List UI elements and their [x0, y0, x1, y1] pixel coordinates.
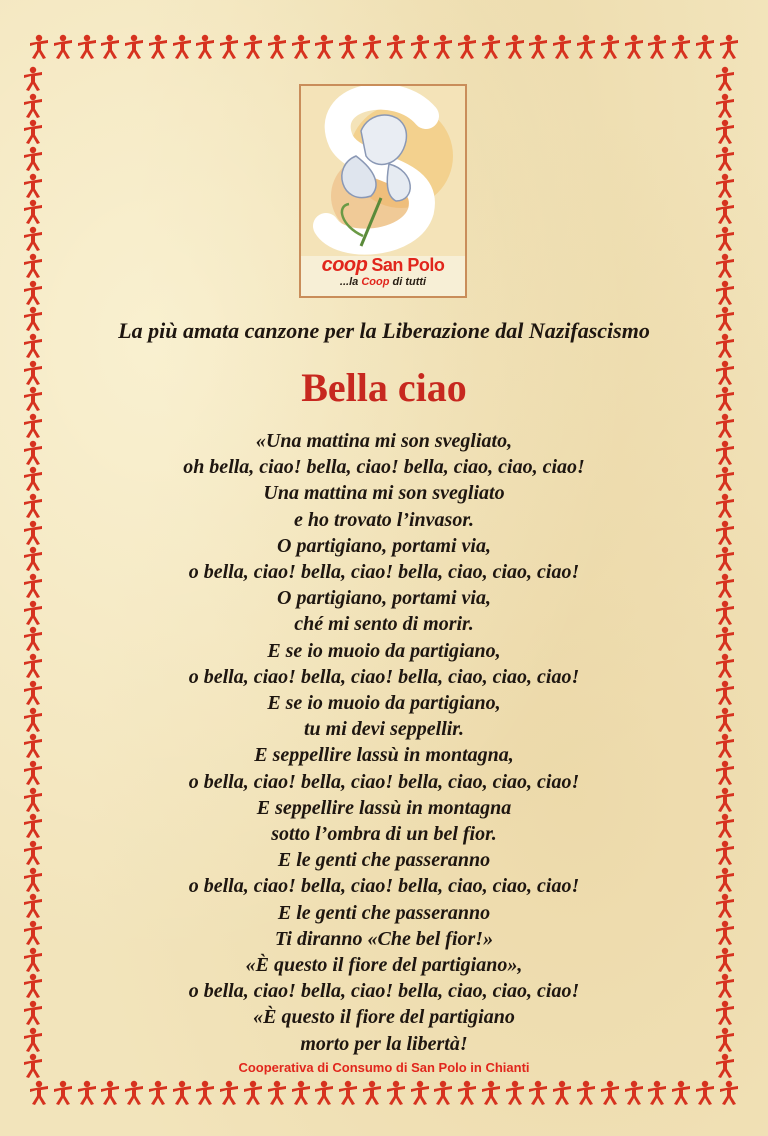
lyric-line: «È questo il fiore del partigiano	[253, 1006, 515, 1029]
lyric-line: E le genti che passeranno	[277, 849, 491, 872]
person-figure-icon	[551, 34, 573, 60]
person-figure-icon	[714, 119, 736, 145]
person-figure-icon	[714, 867, 736, 893]
person-figure-icon	[670, 34, 692, 60]
person-figure-icon	[22, 520, 44, 546]
person-figure-icon	[670, 1080, 692, 1106]
lyric-line: «È questo il fiore del partigiano»,	[245, 954, 523, 977]
person-figure-icon	[714, 413, 736, 439]
person-figure-icon	[22, 280, 44, 306]
person-figure-icon	[385, 1080, 407, 1106]
person-figure-icon	[22, 733, 44, 759]
person-figure-icon	[52, 1080, 74, 1106]
person-figure-icon	[714, 600, 736, 626]
person-figure-icon	[218, 1080, 240, 1106]
person-figure-icon	[22, 1053, 44, 1079]
person-figure-icon	[22, 386, 44, 412]
person-figure-icon	[99, 34, 121, 60]
lyric-line: E seppellire lassù in montagna,	[254, 744, 514, 767]
person-figure-icon	[456, 34, 478, 60]
person-figure-icon	[714, 493, 736, 519]
person-figure-icon	[714, 466, 736, 492]
person-figure-icon	[714, 840, 736, 866]
border-left	[22, 66, 54, 1080]
person-figure-icon	[22, 867, 44, 893]
person-figure-icon	[480, 34, 502, 60]
person-figure-icon	[623, 34, 645, 60]
person-figure-icon	[714, 360, 736, 386]
person-figure-icon	[575, 1080, 597, 1106]
lyric-line: o bella, ciao! bella, ciao! bella, ciao, ciao, ciao!	[188, 665, 580, 688]
person-figure-icon	[22, 493, 44, 519]
lyric-line: morto per la libertà!	[300, 1032, 468, 1055]
person-figure-icon	[714, 920, 736, 946]
person-figure-icon	[99, 1080, 121, 1106]
logo-tagline-highlight: Coop	[361, 276, 390, 288]
person-figure-icon	[22, 466, 44, 492]
person-figure-icon	[714, 787, 736, 813]
person-figure-icon	[646, 1080, 668, 1106]
logo-tagline-suffix: di tutti	[392, 276, 427, 288]
person-figure-icon	[714, 253, 736, 279]
logo-brand	[301, 254, 465, 277]
person-figure-icon	[123, 34, 145, 60]
person-figure-icon	[714, 707, 736, 733]
person-figure-icon	[714, 306, 736, 332]
person-figure-icon	[480, 1080, 502, 1106]
person-figure-icon	[22, 653, 44, 679]
person-figure-icon	[28, 1080, 50, 1106]
person-figure-icon	[22, 947, 44, 973]
person-figure-icon	[714, 680, 736, 706]
person-figure-icon	[22, 600, 44, 626]
lyric-line: sotto l’ombra di un bel fior.	[271, 823, 497, 846]
person-figure-icon	[171, 1080, 193, 1106]
person-figure-icon	[718, 1080, 740, 1106]
person-figure-icon	[22, 707, 44, 733]
person-figure-icon	[28, 34, 50, 60]
lyric-line: tu mi devi seppellir.	[304, 718, 464, 741]
person-figure-icon	[504, 1080, 526, 1106]
person-figure-icon	[22, 893, 44, 919]
person-figure-icon	[266, 34, 288, 60]
person-figure-icon	[22, 146, 44, 172]
person-figure-icon	[714, 226, 736, 252]
person-figure-icon	[76, 1080, 98, 1106]
person-figure-icon	[22, 840, 44, 866]
person-figure-icon	[313, 34, 335, 60]
lyric-line: o bella, ciao! bella, ciao! bella, ciao, ciao, ciao!	[188, 980, 580, 1003]
song-title: Bella ciao	[301, 365, 467, 410]
lyric-line: E se io muoio da partigiano,	[267, 692, 501, 715]
person-figure-icon	[714, 813, 736, 839]
border-right	[714, 66, 746, 1080]
person-figure-icon	[22, 440, 44, 466]
person-figure-icon	[527, 1080, 549, 1106]
person-figure-icon	[551, 1080, 573, 1106]
lyric-line: «Una mattina mi son svegliato,	[255, 430, 513, 452]
footer-cooperative-name: Cooperativa di Consumo di San Polo in Chianti	[238, 1060, 530, 1075]
person-figure-icon	[22, 760, 44, 786]
person-figure-icon	[171, 34, 193, 60]
person-figure-icon	[714, 760, 736, 786]
lyric-line: o bella, ciao! bella, ciao! bella, ciao, ciao, ciao!	[188, 875, 580, 898]
person-figure-icon	[714, 386, 736, 412]
person-figure-icon	[52, 34, 74, 60]
lyric-line: ché mi sento di morir.	[294, 613, 474, 636]
lyric-line: o bella, ciao! bella, ciao! bella, ciao, ciao, ciao!	[188, 561, 580, 584]
person-figure-icon	[76, 34, 98, 60]
person-figure-icon	[194, 1080, 216, 1106]
person-figure-icon	[432, 1080, 454, 1106]
person-figure-icon	[194, 34, 216, 60]
border-bottom	[28, 1080, 740, 1112]
person-figure-icon	[714, 333, 736, 359]
person-figure-icon	[714, 66, 736, 92]
subtitle: La più amata canzone per la Liberazione dal Nazifascismo	[118, 318, 650, 343]
person-figure-icon	[147, 1080, 169, 1106]
person-figure-icon	[22, 173, 44, 199]
person-figure-icon	[22, 333, 44, 359]
lyric-line: oh bella, ciao! bella, ciao! bella, ciao, ciao, ciao!	[183, 456, 585, 479]
person-figure-icon	[147, 34, 169, 60]
person-figure-icon	[646, 34, 668, 60]
logo-brand-mark: coop	[321, 254, 368, 276]
logo-tagline-prefix: ...la	[339, 276, 359, 288]
lyrics	[60, 428, 708, 1057]
iris-s-logo-icon	[301, 86, 465, 256]
coop-logo	[299, 84, 467, 298]
person-figure-icon	[22, 413, 44, 439]
person-figure-icon	[714, 893, 736, 919]
person-figure-icon	[714, 520, 736, 546]
person-figure-icon	[599, 34, 621, 60]
person-figure-icon	[527, 34, 549, 60]
person-figure-icon	[22, 199, 44, 225]
person-figure-icon	[22, 680, 44, 706]
person-figure-icon	[714, 973, 736, 999]
person-figure-icon	[409, 34, 431, 60]
person-figure-icon	[432, 34, 454, 60]
person-figure-icon	[242, 1080, 264, 1106]
person-figure-icon	[714, 199, 736, 225]
person-figure-icon	[714, 573, 736, 599]
person-figure-icon	[385, 34, 407, 60]
person-figure-icon	[714, 546, 736, 572]
person-figure-icon	[22, 813, 44, 839]
person-figure-icon	[22, 546, 44, 572]
lyric-line: Ti diranno «Che bel fior!»	[274, 927, 494, 950]
person-figure-icon	[714, 280, 736, 306]
lyric-line: E se io muoio da partigiano,	[267, 639, 501, 662]
person-figure-icon	[22, 787, 44, 813]
lyric-line: O partigiano, portami via,	[277, 587, 491, 610]
person-figure-icon	[22, 1027, 44, 1053]
border-top	[28, 34, 740, 66]
person-figure-icon	[22, 253, 44, 279]
logo-tagline	[301, 276, 465, 288]
person-figure-icon	[22, 226, 44, 252]
person-figure-icon	[361, 34, 383, 60]
person-figure-icon	[22, 119, 44, 145]
lyric-line: O partigiano, portami via,	[277, 534, 491, 557]
person-figure-icon	[718, 34, 740, 60]
person-figure-icon	[22, 1000, 44, 1026]
person-figure-icon	[714, 1027, 736, 1053]
person-figure-icon	[22, 573, 44, 599]
person-figure-icon	[714, 93, 736, 119]
person-figure-icon	[22, 93, 44, 119]
lyric-line: E le genti che passeranno	[277, 901, 491, 924]
person-figure-icon	[22, 626, 44, 652]
person-figure-icon	[266, 1080, 288, 1106]
person-figure-icon	[623, 1080, 645, 1106]
person-figure-icon	[409, 1080, 431, 1106]
person-figure-icon	[575, 34, 597, 60]
person-figure-icon	[218, 34, 240, 60]
person-figure-icon	[22, 66, 44, 92]
person-figure-icon	[714, 1000, 736, 1026]
person-figure-icon	[714, 653, 736, 679]
person-figure-icon	[714, 146, 736, 172]
person-figure-icon	[714, 733, 736, 759]
person-figure-icon	[694, 1080, 716, 1106]
person-figure-icon	[337, 34, 359, 60]
logo-brand-name: San Polo	[371, 255, 445, 275]
person-figure-icon	[714, 626, 736, 652]
person-figure-icon	[22, 920, 44, 946]
lyric-line: E seppellire lassù in montagna	[256, 796, 512, 819]
person-figure-icon	[313, 1080, 335, 1106]
person-figure-icon	[714, 947, 736, 973]
person-figure-icon	[337, 1080, 359, 1106]
person-figure-icon	[242, 34, 264, 60]
lyric-line: Una mattina mi son svegliato	[263, 482, 505, 505]
person-figure-icon	[456, 1080, 478, 1106]
person-figure-icon	[290, 34, 312, 60]
person-figure-icon	[361, 1080, 383, 1106]
person-figure-icon	[714, 440, 736, 466]
person-figure-icon	[694, 34, 716, 60]
person-figure-icon	[599, 1080, 621, 1106]
person-figure-icon	[22, 973, 44, 999]
person-figure-icon	[290, 1080, 312, 1106]
person-figure-icon	[504, 34, 526, 60]
person-figure-icon	[714, 1053, 736, 1079]
person-figure-icon	[714, 173, 736, 199]
person-figure-icon	[22, 306, 44, 332]
person-figure-icon	[22, 360, 44, 386]
person-figure-icon	[123, 1080, 145, 1106]
lyric-line: e ho trovato l’invasor.	[293, 508, 474, 531]
lyric-line: o bella, ciao! bella, ciao! bella, ciao, ciao, ciao!	[188, 770, 580, 793]
